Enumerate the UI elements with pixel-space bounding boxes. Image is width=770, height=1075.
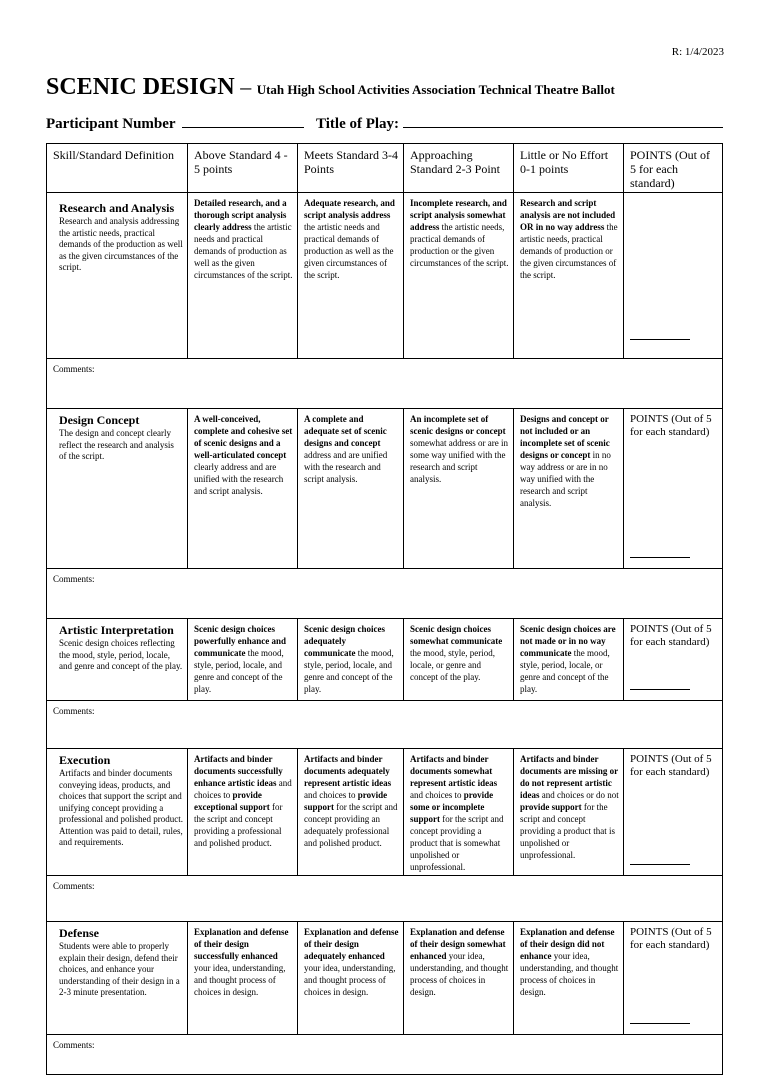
revision-date: R: 1/4/2023 bbox=[671, 46, 724, 58]
criterion-meets-cell bbox=[298, 749, 404, 876]
rubric-text-segment: in no way address or are in no way unified with the research and script analysis. bbox=[520, 450, 611, 508]
rubric-text-segment: A complete and adequate set of scenic designs and concept bbox=[304, 414, 387, 448]
rubric-text-segment: provide some or incomplete support bbox=[410, 790, 494, 824]
criterion-description: Artifacts and binder documents conveying ideas, products, and choices that support the script and unifying concept providing a professional and polished product. Attention was paid to detail, rules, and requirements. bbox=[59, 768, 183, 847]
rubric-text-segment: Research and script analysis are not included OR in no way address bbox=[520, 198, 616, 232]
criterion-title: Defense bbox=[59, 926, 99, 940]
criterion-description: The design and concept clearly reflect the research and analysis of the script. bbox=[59, 428, 174, 461]
rubric-text-segment: clearly address and are unified with the research and script analysis. bbox=[194, 462, 284, 496]
rubric-text-segment: the mood, style, period, locale, and genre and concept of the play. bbox=[304, 648, 394, 694]
rubric-text-segment: Artifacts and binder documents adequately represent artistic ideas bbox=[304, 754, 392, 788]
rubric-text-segment: provide support bbox=[304, 790, 388, 812]
criterion-approaching-cell bbox=[404, 193, 514, 359]
points-blank[interactable] bbox=[630, 339, 690, 340]
criterion-approaching-cell bbox=[404, 619, 514, 701]
header-approaching-standard: Approaching Standard 2-3 Point bbox=[404, 144, 514, 193]
rubric-text-segment: Incomplete research, and script analysis somewhat address bbox=[410, 198, 507, 232]
comments-label: Comments: bbox=[53, 574, 95, 584]
criterion-title: Design Concept bbox=[59, 413, 140, 427]
rubric-text-segment: provide exceptional support bbox=[194, 790, 270, 812]
comments-field[interactable] bbox=[47, 1035, 723, 1075]
rubric-text-segment: your idea, understanding, and thought process of choices in design. bbox=[304, 963, 396, 997]
criterion-title: Artistic Interpretation bbox=[59, 623, 174, 637]
comments-label: Comments: bbox=[53, 1040, 95, 1050]
comments-label: Comments: bbox=[53, 364, 95, 374]
criterion-above-cell bbox=[188, 749, 298, 876]
rubric-text-segment: Explanation and defense of their design successfully enhanced bbox=[194, 927, 289, 961]
rubric-text-segment: and choices to bbox=[304, 790, 358, 800]
rubric-text-segment: somewhat address or are in some way unified with the research and script analysis. bbox=[410, 438, 508, 484]
criterion-approaching-cell bbox=[404, 749, 514, 876]
points-blank[interactable] bbox=[630, 689, 690, 690]
play-title-field bbox=[316, 113, 723, 133]
comments-row bbox=[47, 1035, 723, 1075]
rubric-text-segment: the mood, style, period, locale, and genre and concept of the play. bbox=[194, 648, 284, 694]
comments-row bbox=[47, 701, 723, 749]
rubric-table bbox=[46, 143, 723, 1075]
comments-row bbox=[47, 876, 723, 922]
criterion-description: Students were able to properly explain their design, defend their choices, and enhance your understanding of their design in a 2-3 minute presentation. bbox=[59, 941, 180, 997]
rubric-text-segment: for the script and concept providing an adequately professional and polished product. bbox=[304, 802, 398, 848]
play-title-label: Title of Play: bbox=[316, 116, 400, 132]
rubric-text-segment: Explanation and defense of their design somewhat enhanced bbox=[410, 927, 506, 961]
rubric-text-segment: A well-conceived, complete and cohesive set of scenic designs and a well-articulated concept bbox=[194, 414, 293, 460]
criterion-definition-cell bbox=[47, 749, 188, 876]
points-label: POINTS (Out of 5 for each standard) bbox=[630, 926, 712, 951]
rubric-text-segment: Scenic design choices powerfully enhance and communicate bbox=[194, 624, 287, 658]
participant-number-label: Participant Number bbox=[46, 116, 176, 132]
page-subtitle: Utah High School Activities Association Technical Theatre Ballot bbox=[256, 82, 615, 97]
criterion-title: Research and Analysis bbox=[59, 201, 175, 215]
criterion-definition-cell bbox=[47, 409, 188, 569]
header-skill: Skill/Standard Definition bbox=[47, 144, 188, 193]
rubric-text-segment: the artistic needs and practical demands of production as well as the given circumstances of the script. bbox=[194, 222, 293, 280]
rubric-text-segment: your idea, understanding, and thought process of choices in design. bbox=[520, 951, 619, 997]
comments-row bbox=[47, 359, 723, 409]
rubric-text-segment: your idea, understanding, and thought process of choices in design. bbox=[194, 963, 286, 997]
criterion-definition-cell bbox=[47, 193, 188, 359]
criterion-meets-cell bbox=[298, 619, 404, 701]
rubric-text-segment: for the script and concept providing a product that is somewhat unpolished or unprofessional. bbox=[410, 814, 504, 872]
rubric-text-segment: Artifacts and binder documents successfully enhance artistic ideas bbox=[194, 754, 283, 788]
rubric-text-segment: your idea, understanding, and thought process of choices in design. bbox=[410, 951, 509, 997]
points-label: POINTS (Out of 5 for each standard) bbox=[630, 753, 712, 778]
rubric-text-segment: for the script and concept providing a product that is unpolished or unprofessional. bbox=[520, 802, 615, 860]
points-cell[interactable] bbox=[624, 922, 723, 1035]
points-label: POINTS (Out of 5 for each standard) bbox=[630, 413, 712, 438]
criterion-above-cell bbox=[188, 922, 298, 1035]
rubric-text-segment: Scenic design choices adequately communicate bbox=[304, 624, 385, 658]
criterion-little-cell bbox=[514, 749, 624, 876]
criterion-little-cell bbox=[514, 409, 624, 569]
rubric-text-segment: Designs and concept or not included or an incomplete set of scenic designs or concept bbox=[520, 414, 610, 460]
criterion-above-cell bbox=[188, 619, 298, 701]
points-cell[interactable] bbox=[624, 749, 723, 876]
criterion-approaching-cell bbox=[404, 922, 514, 1035]
criterion-definition-cell bbox=[47, 619, 188, 701]
comments-row bbox=[47, 569, 723, 619]
rubric-text-segment: Artifacts and binder documents somewhat represent artistic ideas bbox=[410, 754, 498, 788]
rubric-text-segment: and choices or do not bbox=[539, 790, 619, 800]
points-blank[interactable] bbox=[630, 557, 690, 558]
rubric-text-segment: the mood, style, period, locale, or genre and concept of the play. bbox=[520, 648, 610, 694]
comments-field[interactable] bbox=[47, 359, 723, 409]
rubric-text-segment: Explanation and defense of their design did not enhance bbox=[520, 927, 615, 961]
criterion-meets-cell bbox=[298, 409, 404, 569]
rubric-text-segment: Explanation and defense of their design adequately enhanced bbox=[304, 927, 399, 961]
criterion-little-cell bbox=[514, 619, 624, 701]
participant-number-field bbox=[46, 113, 304, 133]
comments-field[interactable] bbox=[47, 569, 723, 619]
rubric-text-segment: the artistic needs and practical demands of production as well as the given circumstances of the script. bbox=[304, 222, 394, 280]
rubric-text-segment: address and are unified with the research and script analysis. bbox=[304, 450, 388, 484]
page-title-main: SCENIC DESIGN bbox=[46, 74, 235, 100]
criterion-row bbox=[47, 922, 723, 1035]
criterion-little-cell bbox=[514, 193, 624, 359]
rubric-text-segment: Detailed research, and a thorough script analysis clearly address bbox=[194, 198, 287, 232]
criterion-above-cell bbox=[188, 193, 298, 359]
criterion-row bbox=[47, 749, 723, 876]
criterion-title: Execution bbox=[59, 753, 111, 767]
comments-field[interactable] bbox=[47, 876, 723, 922]
rubric-text-segment: and choices to bbox=[410, 790, 464, 800]
criterion-approaching-cell bbox=[404, 409, 514, 569]
criterion-above-cell bbox=[188, 409, 298, 569]
rubric-text-segment: provide support bbox=[520, 802, 582, 812]
criterion-meets-cell bbox=[298, 193, 404, 359]
criterion-row bbox=[47, 619, 723, 701]
criterion-description: Scenic design choices reflecting the mood, style, period, locale, and genre and concept of the play. bbox=[59, 638, 183, 671]
page-title bbox=[46, 74, 615, 101]
title-dash: – bbox=[234, 74, 257, 99]
rubric-text-segment: Scenic design choices are not made or in no way communicate bbox=[520, 624, 616, 658]
points-blank[interactable] bbox=[630, 864, 690, 865]
participant-number-blank[interactable] bbox=[182, 113, 304, 128]
criterion-row bbox=[47, 409, 723, 569]
rubric-text-segment: for the script and concept providing a professional and polished product. bbox=[194, 802, 283, 848]
points-label: POINTS (Out of 5 for each standard) bbox=[630, 623, 712, 648]
header-little-effort: Little or No Effort 0-1 points bbox=[514, 144, 624, 193]
criterion-row bbox=[47, 193, 723, 359]
criterion-little-cell bbox=[514, 922, 624, 1035]
points-cell[interactable] bbox=[624, 193, 723, 359]
rubric-text-segment: An incomplete set of scenic designs or concept bbox=[410, 414, 506, 436]
play-title-blank[interactable] bbox=[403, 113, 723, 128]
rubric-text-segment: the mood, style, period, locale, or genre and concept of the play. bbox=[410, 648, 495, 682]
points-cell[interactable] bbox=[624, 619, 723, 701]
rubric-text-segment: Scenic design choices somewhat communicate bbox=[410, 624, 503, 646]
rubric-text-segment: Adequate research, and script analysis address bbox=[304, 198, 395, 220]
header-above-standard: Above Standard 4 - 5 points bbox=[188, 144, 298, 193]
points-cell[interactable] bbox=[624, 409, 723, 569]
rubric-text-segment: Artifacts and binder documents are missing or do not represent artistic ideas bbox=[520, 754, 618, 800]
criterion-meets-cell bbox=[298, 922, 404, 1035]
comments-field[interactable] bbox=[47, 701, 723, 749]
comments-label: Comments: bbox=[53, 881, 95, 891]
rubric-text-segment: the artistic needs, practical demands of production or the given circumstances of the script. bbox=[410, 222, 509, 268]
header-meets-standard: Meets Standard 3-4 Points bbox=[298, 144, 404, 193]
header-points: POINTS (Out of 5 for each standard) bbox=[624, 144, 723, 193]
comments-label: Comments: bbox=[53, 706, 95, 716]
rubric-text-segment: and choices to bbox=[194, 778, 292, 800]
rubric-text-segment: the artistic needs, practical demands of production or the given circumstances of the script. bbox=[520, 222, 618, 280]
rubric-header-row bbox=[47, 144, 723, 193]
criterion-definition-cell bbox=[47, 922, 188, 1035]
criterion-description: Research and analysis addressing the artistic needs, practical demands of the production as well as the given circumstances of the script. bbox=[59, 216, 183, 272]
